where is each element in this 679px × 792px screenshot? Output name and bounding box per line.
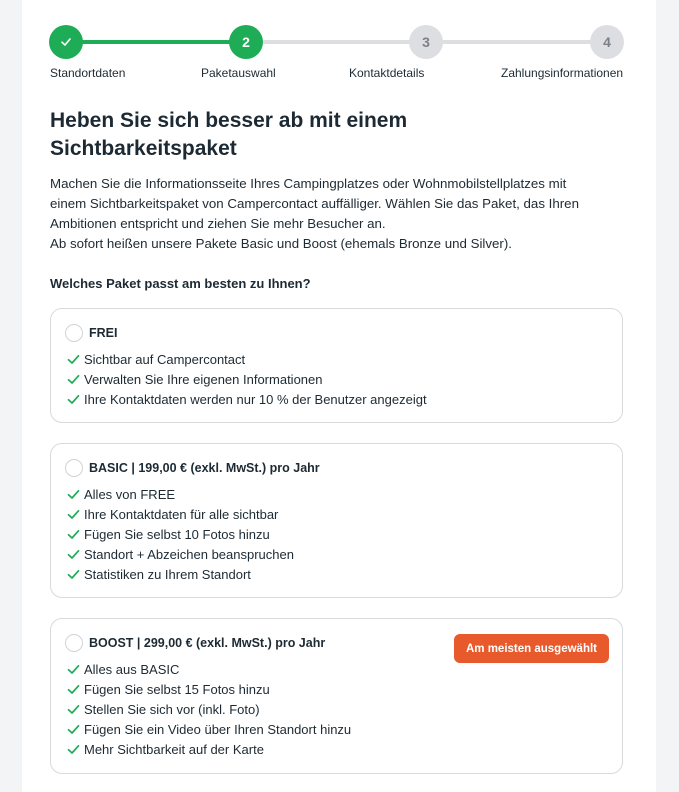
feature-text: Fügen Sie selbst 10 Fotos hinzu (84, 526, 270, 542)
step-1-circle[interactable] (49, 25, 83, 59)
step-connector-2-3 (262, 40, 412, 44)
feature-item (67, 484, 294, 504)
feature-text: Fügen Sie selbst 15 Fotos hinzu (84, 681, 270, 697)
check-icon (67, 568, 80, 581)
check-icon (67, 488, 80, 501)
feature-item (67, 659, 351, 679)
package-radio-free[interactable] (65, 324, 83, 342)
registration-panel (22, 0, 656, 792)
feature-item (67, 524, 294, 544)
feature-list (67, 659, 351, 759)
feature-text: Verwalten Sie Ihre eigenen Informationen (84, 371, 323, 387)
step-3-number: 3 (422, 34, 430, 50)
page-title: Heben Sie sich besser ab mit einem Sichtbarkeitspaket (50, 109, 408, 160)
feature-text: Statistiken zu Ihrem Standort (84, 566, 251, 582)
step-2-label: Paketauswahl (201, 66, 276, 80)
feature-text: Standort + Abzeichen beanspruchen (84, 546, 294, 562)
feature-text: Mehr Sichtbarkeit auf der Karte (84, 741, 264, 757)
step-connector-1-2 (67, 40, 237, 44)
intro-paragraph: Machen Sie die Informationsseite Ihres Campingplatzes oder Wohnmobilstellplatzes mit einem Sichtbarkeitspaket von Campercontact auffälliger. Wählen Sie das Paket, das Ihren Ambitionen entspricht und ziehen Sie mehr Besucher an. (50, 176, 579, 231)
feature-list (67, 484, 294, 584)
feature-text: Sichtbar auf Campercontact (84, 351, 246, 367)
feature-item (67, 739, 351, 759)
package-card-boost[interactable] (50, 618, 623, 774)
check-icon (67, 663, 80, 676)
feature-text: Ihre Kontaktdaten für alle sichtbar (84, 506, 279, 522)
package-radio-boost[interactable] (65, 634, 83, 652)
feature-text: Fügen Sie ein Video über Ihren Standort hinzu (84, 721, 352, 737)
progress-stepper (22, 0, 656, 90)
step-4-number: 4 (603, 34, 611, 50)
feature-item (67, 544, 294, 564)
feature-item (67, 389, 427, 409)
step-1-label: Standortdaten (50, 66, 126, 80)
feature-item (67, 349, 427, 369)
step-2-circle[interactable] (229, 25, 263, 59)
feature-text: Alles von FREE (84, 486, 176, 502)
feature-item (67, 504, 294, 524)
intro-rename-note: Ab sofort heißen unsere Pakete Basic und Boost (ehemals Bronze und Silver). (50, 236, 512, 251)
step-3-label: Kontaktdetails (349, 66, 425, 80)
package-title: BASIC | 199,00 € (exkl. MwSt.) pro Jahr (89, 461, 320, 475)
feature-text: Alles aus BASIC (84, 661, 180, 677)
feature-item (67, 369, 427, 389)
feature-list (67, 349, 427, 409)
check-icon (59, 35, 73, 49)
feature-item (67, 719, 351, 739)
check-icon (67, 508, 80, 521)
feature-item (67, 564, 294, 584)
step-connector-3-4 (437, 40, 597, 44)
feature-text: Stellen Sie sich vor (inkl. Foto) (84, 701, 260, 717)
check-icon (67, 353, 80, 366)
step-2-number: 2 (242, 34, 250, 50)
check-icon (67, 528, 80, 541)
step-4-label: Zahlungsinformationen (501, 66, 624, 80)
package-question: Welches Paket passt am besten zu Ihnen? (50, 276, 311, 291)
package-radio-basic[interactable] (65, 459, 83, 477)
step-3-circle (409, 25, 443, 59)
most-selected-badge: Am meisten ausgewählt (454, 634, 609, 663)
check-icon (67, 703, 80, 716)
check-icon (67, 393, 80, 406)
package-card-basic[interactable] (50, 443, 623, 598)
package-title: FREI (89, 326, 118, 340)
feature-item (67, 699, 351, 719)
package-card-free[interactable] (50, 308, 623, 423)
check-icon (67, 548, 80, 561)
feature-text: Ihre Kontaktdaten werden nur 10 % der Benutzer angezeigt (84, 391, 427, 407)
check-icon (67, 723, 80, 736)
package-title: BOOST | 299,00 € (exkl. MwSt.) pro Jahr (89, 636, 326, 650)
intro-text (50, 174, 590, 254)
check-icon (67, 683, 80, 696)
feature-item (67, 679, 351, 699)
check-icon (67, 743, 80, 756)
check-icon (67, 373, 80, 386)
step-4-circle (590, 25, 624, 59)
